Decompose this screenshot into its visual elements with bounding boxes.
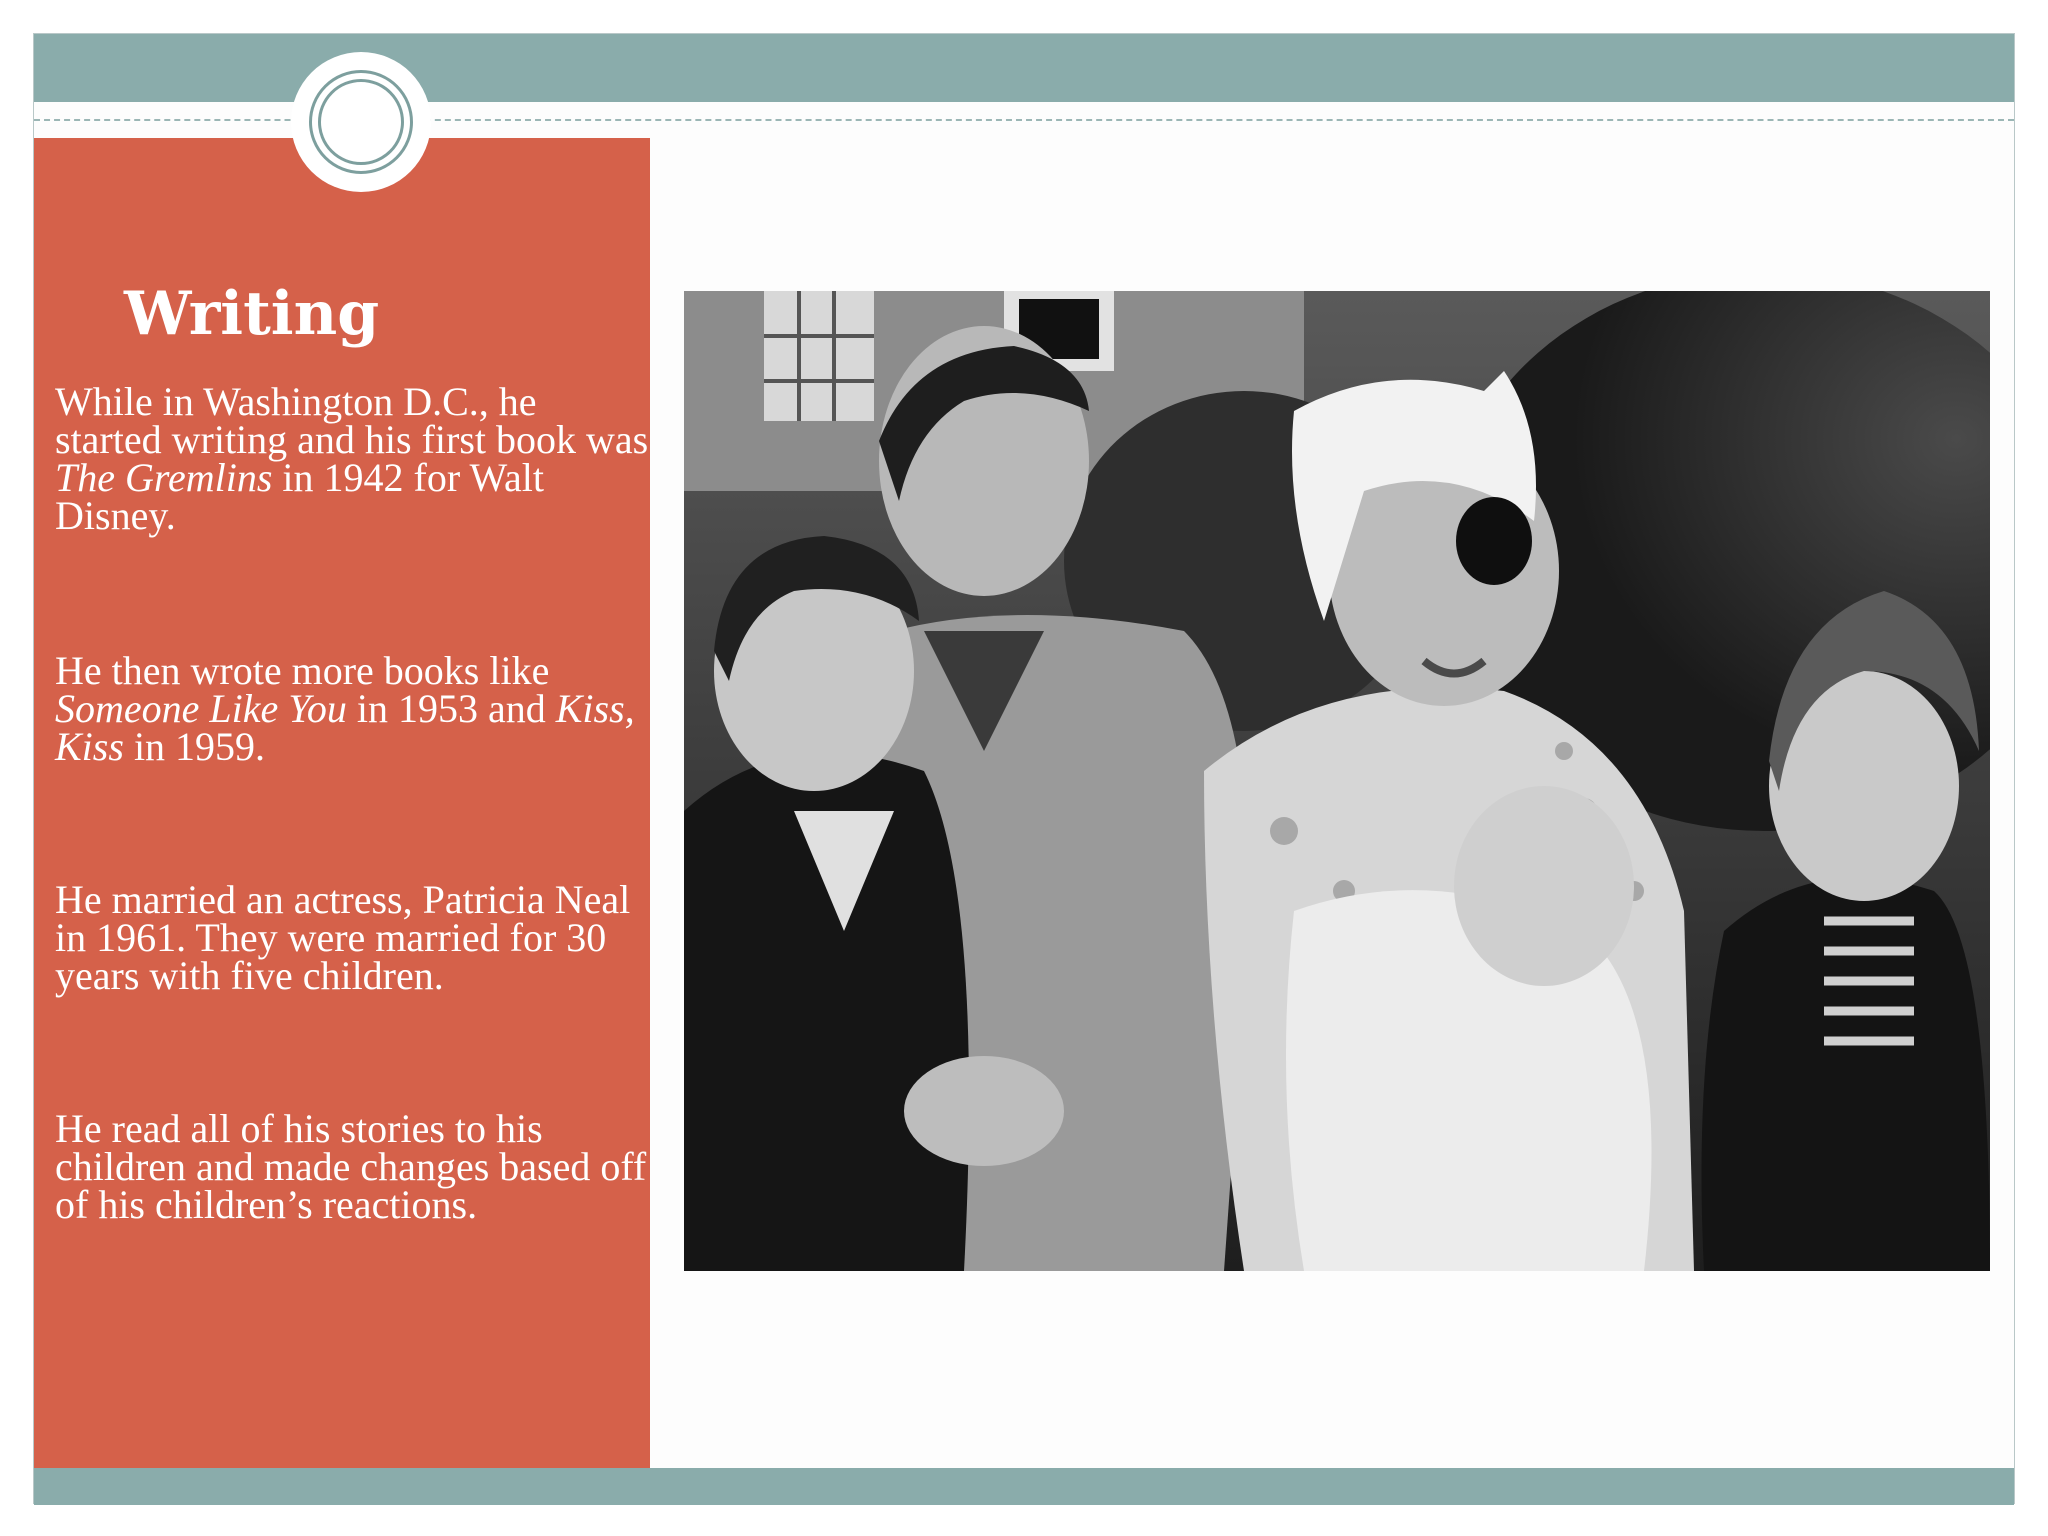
book-title: Kiss, Kiss bbox=[55, 686, 635, 769]
paragraph-text: He married an actress, Patricia Neal in 1961. They were married for 30 years with five children. bbox=[55, 877, 631, 998]
paragraph-text: in 1959. bbox=[123, 724, 266, 769]
medallion-ring-inner bbox=[318, 79, 404, 165]
slide bbox=[33, 33, 2015, 1504]
baby-head bbox=[1454, 786, 1634, 986]
paragraph-text: in 1953 and bbox=[346, 686, 556, 731]
man-hands bbox=[904, 1056, 1064, 1166]
paragraph-text: in 1942 for Walt Disney. bbox=[55, 455, 544, 538]
paragraph-4 bbox=[55, 1106, 650, 1227]
family-photo-illustration bbox=[684, 291, 1990, 1271]
bottom-band bbox=[34, 1468, 2014, 1505]
girl-cardigan bbox=[1702, 878, 1991, 1271]
book-title: Someone Like You bbox=[55, 686, 347, 731]
text-panel bbox=[34, 138, 650, 1468]
slide-title: Writing bbox=[124, 279, 380, 349]
window-left bbox=[764, 291, 874, 421]
medallion-ornament bbox=[291, 52, 431, 192]
paragraph-2 bbox=[55, 648, 650, 769]
paragraph-text: He then wrote more books like bbox=[55, 648, 550, 693]
paragraph-3 bbox=[55, 877, 650, 998]
paragraph-text: He read all of his stories to his children and made changes based off of his children’s reactions. bbox=[55, 1106, 647, 1227]
eye-patch bbox=[1456, 497, 1532, 585]
book-title: The Gremlins bbox=[55, 455, 273, 500]
paragraph-text: While in Washington D.C., he started writing and his first book was bbox=[55, 379, 649, 462]
paragraph-1 bbox=[55, 379, 650, 538]
family-photo bbox=[684, 291, 1990, 1271]
